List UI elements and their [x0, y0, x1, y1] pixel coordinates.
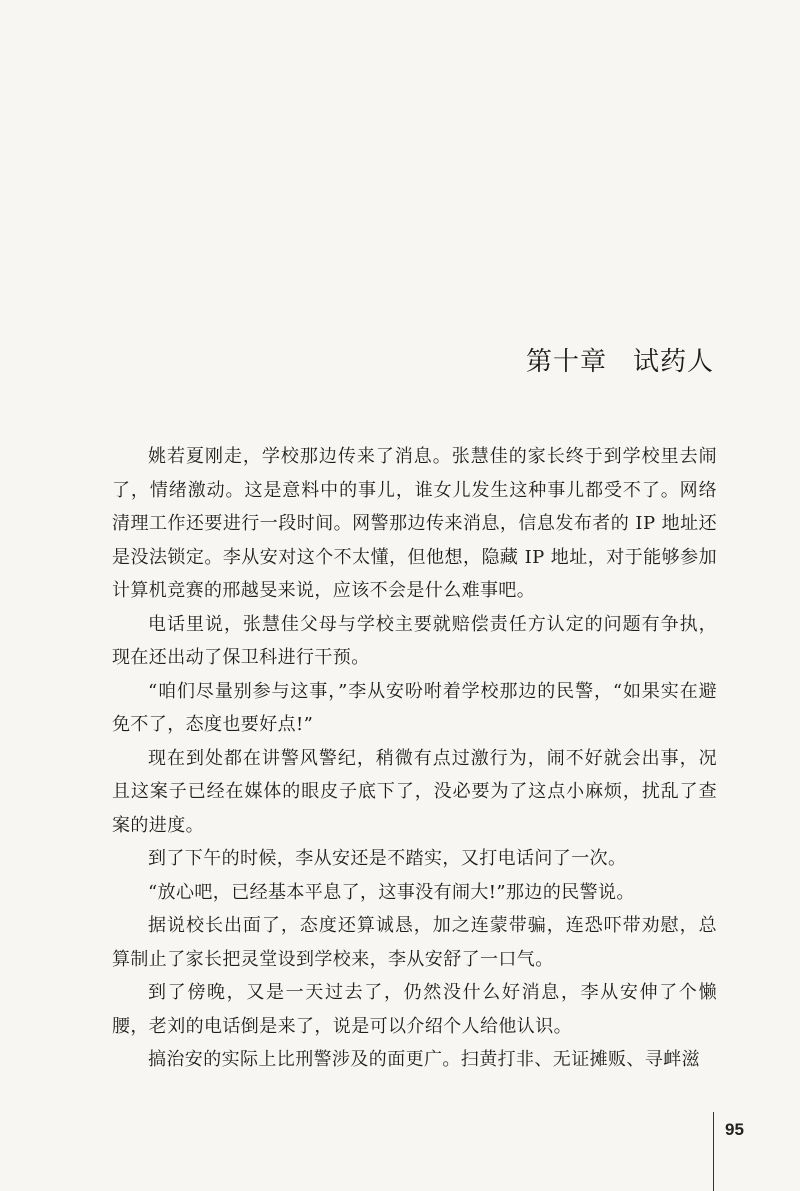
paragraph: 到了下午的时候，李从安还是不踏实，又打电话问了一次。: [148, 848, 627, 869]
paragraph: 电话里说，张慧佳父母与学校主要就赔偿责任方认定的问题有争执，现在还出动了保卫科进行干预。: [112, 613, 717, 668]
paragraph: 现在到处都在讲警风警纪，稍微有点过激行为，闹不好就会出事，况且这案子已经在媒体的眼皮子底下了，没必要为了这点小麻烦，扰乱了查案的进度。: [112, 747, 717, 836]
chapter-number: 第十章: [525, 347, 607, 377]
chapter-body: [112, 440, 717, 1077]
page-number: 95: [725, 1120, 744, 1139]
paragraph: “咱们尽量别参与这事，”李从安吩咐着学校那边的民警，“如果实在避免不了，态度也要好点!”: [112, 680, 717, 735]
paragraph: 搞治安的实际上比刑警涉及的面更广。扫黄打非、无证摊贩、寻衅滋: [148, 1049, 700, 1070]
paragraph: 姚若夏刚走，学校那边传来了消息。张慧佳的家长终于到学校里去闹了，情绪激动。这是意料中的事儿，谁女儿发生这种事儿都受不了。网络清理工作还要进行一段时间。网警那边传来消息，信息发布者的 IP 地址还是没法锁定。李从安对这个不太懂，但他想，隐藏 IP 地址，对于能够参加计算机竞赛的邢越旻来说，应该不会是什么难事吧。: [112, 446, 717, 601]
chapter-title: [526, 341, 714, 378]
paragraph: 到了傍晚，又是一天过去了，仍然没什么好消息，李从安伸了个懒腰，老刘的电话倒是来了，说是可以介绍个人给他认识。: [112, 982, 717, 1037]
page-edge-rule: [713, 1112, 714, 1191]
paragraph: “放心吧，已经基本平息了，这事没有闹大!”那边的民警说。: [148, 881, 635, 903]
chapter-name: 试药人: [632, 347, 714, 377]
paragraph: 据说校长出面了，态度还算诚恳，加之连蒙带骗，连恐吓带劝慰，总算制止了家长把灵堂设到学校来，李从安舒了一口气。: [112, 915, 717, 970]
